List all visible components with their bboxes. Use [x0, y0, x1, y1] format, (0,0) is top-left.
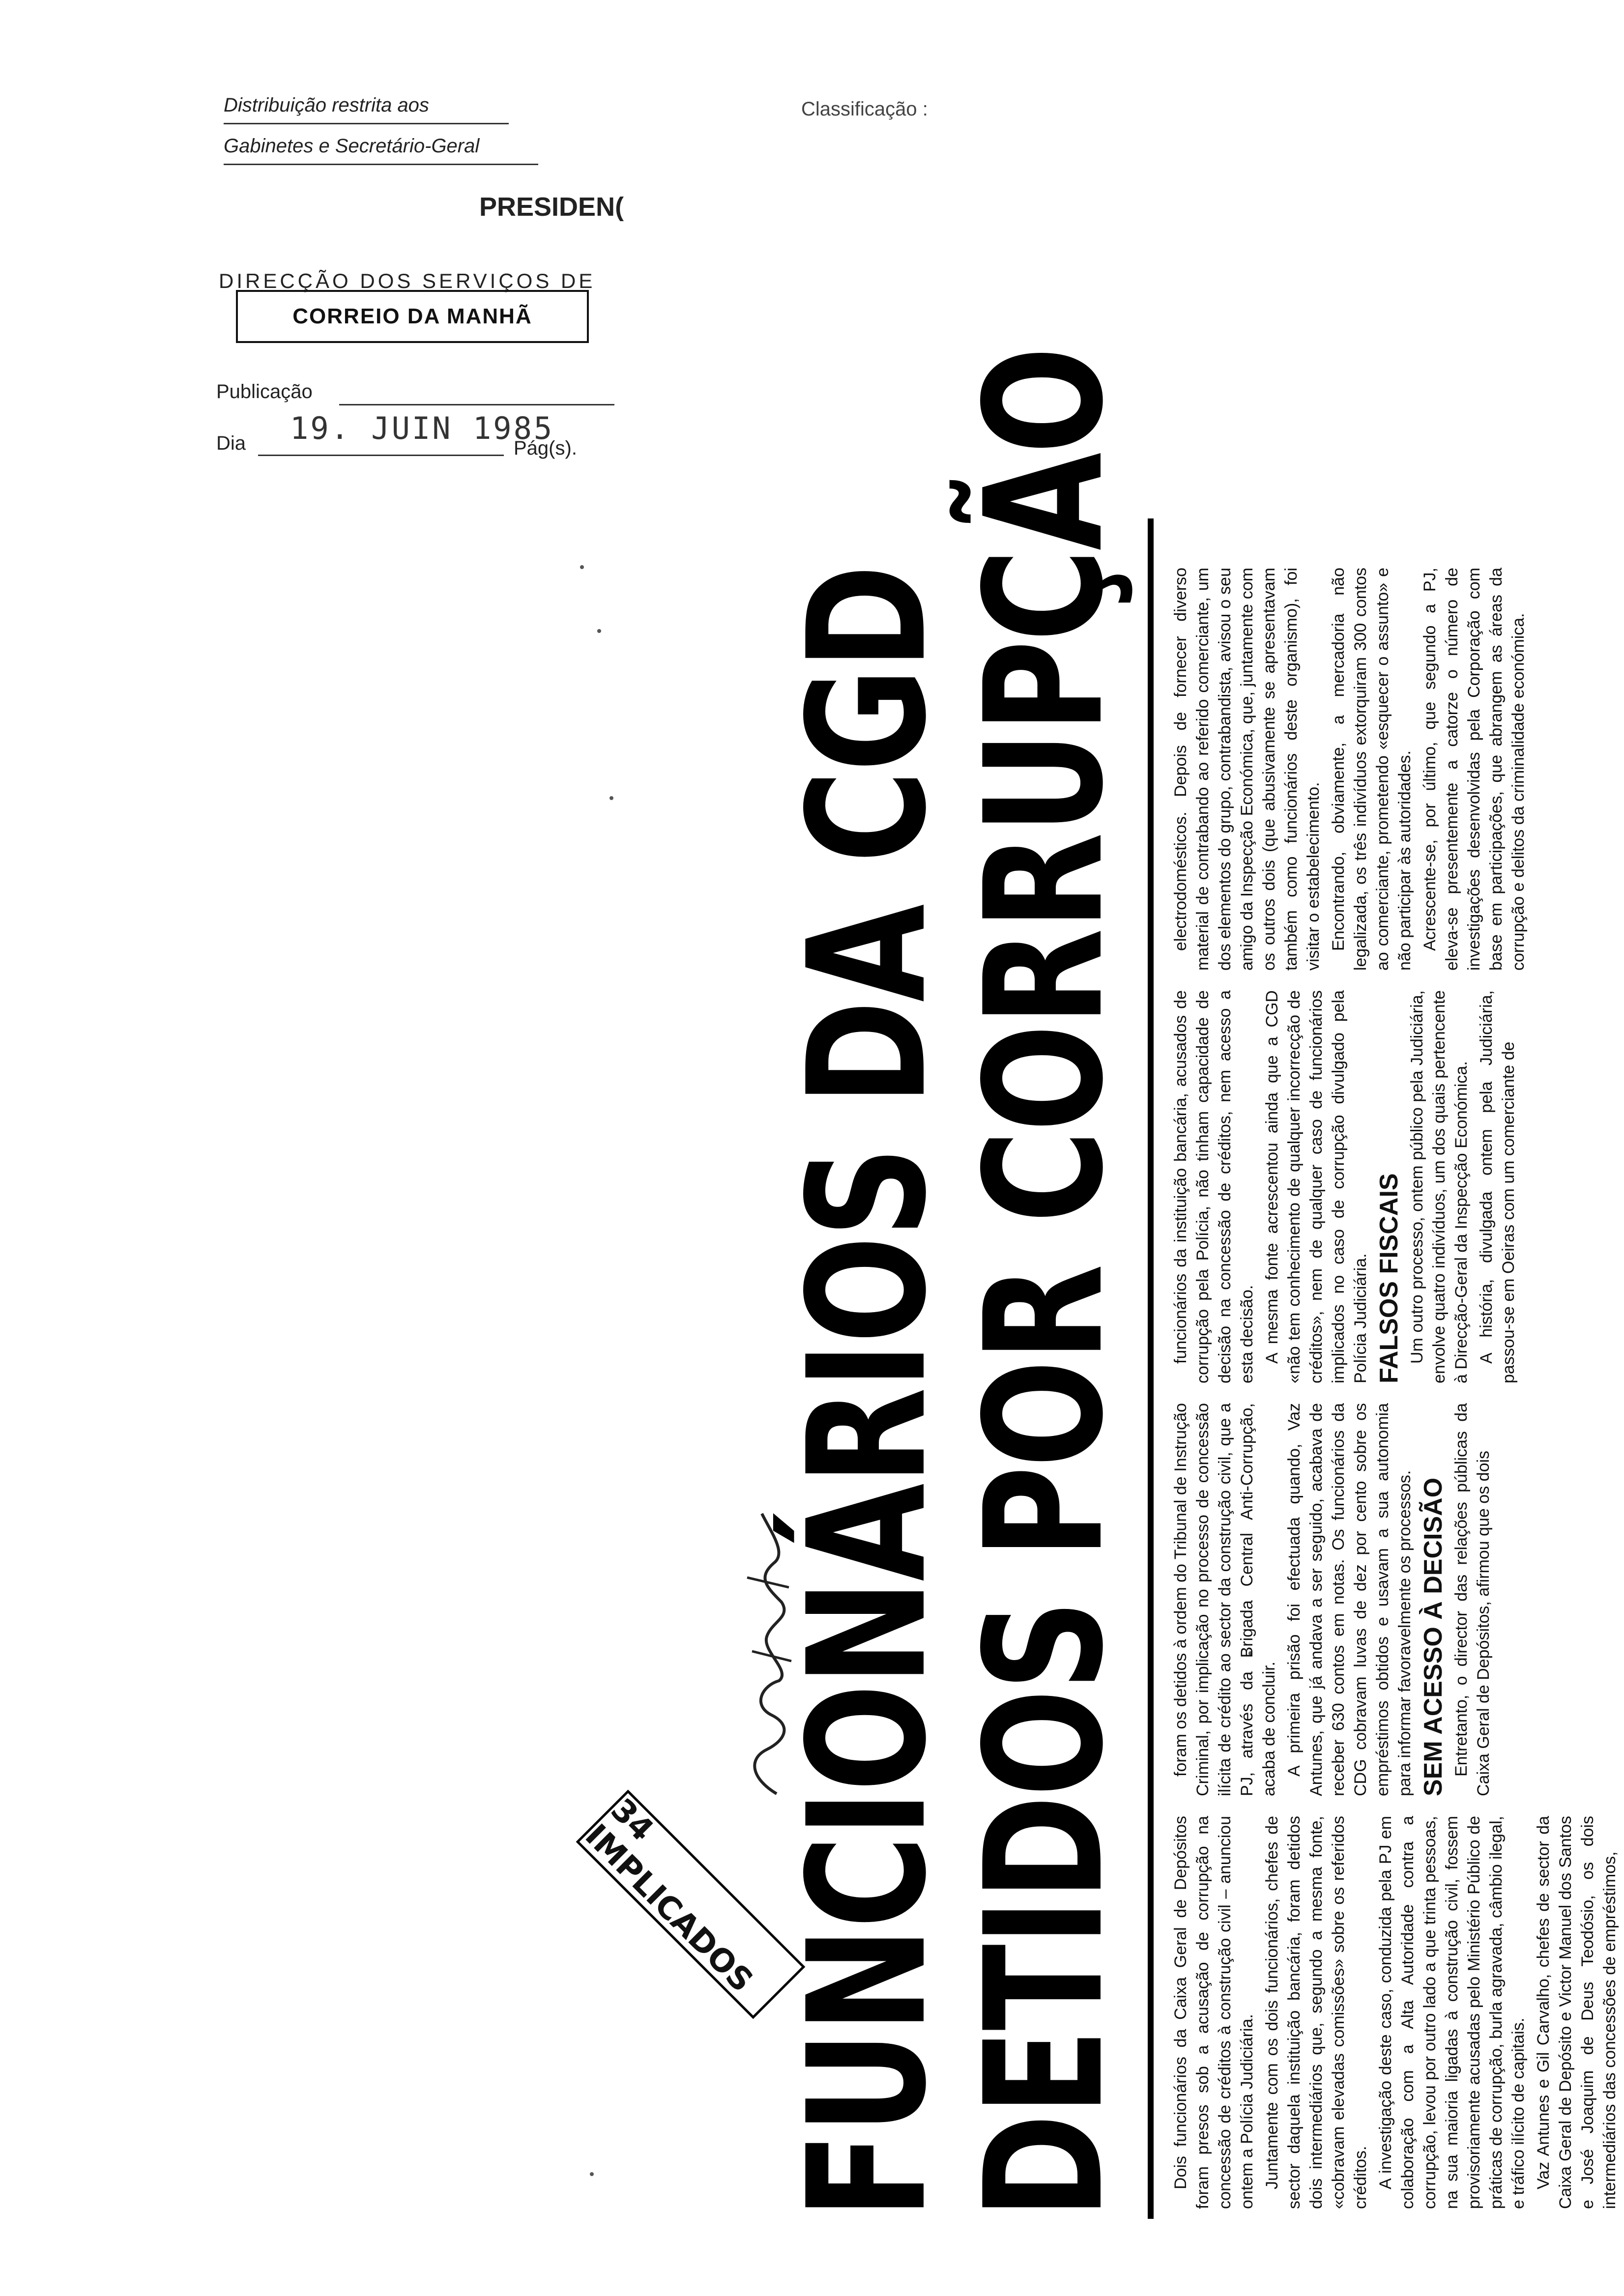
- classification-label: Classificação :: [801, 98, 928, 120]
- headline-line-2: DETIDOS POR CORRUPÇÃO: [950, 348, 1139, 2219]
- article-column-4: [1170, 568, 1533, 971]
- article-column-2: [1170, 1403, 1498, 1796]
- speck: [597, 629, 601, 633]
- paragraph: funcionários da instituição bancária, acusados de corrupção pela Polícia, não tinham capacidade de decisão na concessão de créditos, nem acesso a esta decisão.: [1171, 990, 1256, 1383]
- paragraph: Juntamente com os dois funcionários, chefes de sector daquela instituição bancária, foram detidos dois intermediários que, segundo a mesma fonte, «cobravam elevadas comissões» sobre os referidos créditos.: [1263, 1816, 1370, 2209]
- paragraph: A mesma fonte acrescentou ainda que a CGD «não tem conhecimento de qualquer incorrecção de créditos», nem de qualquer caso de funcionários implicados no caso de corrupção divulgado pela Polícia Judiciária.: [1263, 990, 1370, 1383]
- directorate-label: DIRECÇÃO DOS SERVIÇOS DE: [219, 269, 596, 292]
- headline-rule: [1148, 518, 1154, 2219]
- paragraph: Acrescente-se, por último, que segundo a PJ, eleva-se presentemente a catorze o número de investigações desenvolvidas pela Corporação com base em participações, que abrangem as áreas da corrupção e delitos da criminalidade económica.: [1421, 568, 1528, 971]
- day-label: Dia: [216, 432, 246, 454]
- distribution-underline-2: [224, 164, 538, 165]
- newspaper-source-name: CORREIO DA MANHÃ: [292, 304, 532, 328]
- implicated-banner-text: 34 IMPLICADOS: [578, 1791, 760, 2000]
- presidency-label: PRESIDEN(: [479, 192, 624, 222]
- speck: [609, 796, 613, 800]
- paragraph: A investigação deste caso, conduzida pela PJ em colaboração com a Alta Autoridade contra a corrupção, levou por outro lado a que trinta pessoas, na sua maioria ligadas à construção civil, fossem provisoriamente acusadas pelo Ministério Público de práticas de corrupção, burla agravada, câmbio ilegal, e tráfico ilícito de capitais.: [1376, 1816, 1528, 2209]
- implicated-banner: [576, 1790, 806, 2019]
- paragraph: Vaz Antunes e Gil Carvalho, chefes de sector da Caixa Geral de Depósito e Victor Manuel dos Santos e José Joaquim de Deus Teodósio, os dois intermediários das concessões de empréstimos,: [1534, 1816, 1619, 2209]
- distribution-underline-1: [224, 123, 509, 124]
- headline-line-1: FUNCIONÁRIOS DA CGD: [773, 566, 962, 2219]
- speck: [580, 565, 584, 569]
- publication-label: Publicação: [216, 381, 313, 402]
- paragraph: A primeira prisão foi efectuada quando, Vaz Antunes, que já andava a ser seguido, acabava de receber 630 contos em notas. Os funcionários da CDG cobravam luvas de dez por cento sobre os empréstimos obtidos e usavam a sua autonomia para informar favoravelmente os processos.: [1285, 1403, 1414, 1796]
- newspaper-source-stamp: [236, 290, 589, 343]
- paragraph: foram os detidos à ordem do Tribunal de Instrução Criminal, por implicação no processo de concessão ilícita de crédito ao sector da construção civil, que a PJ, através da Brigada Central Anti-Corrupção, acaba de concluir.: [1171, 1403, 1278, 1796]
- paragraph: A história, divulgada ontem pela Judiciária, passou-se em Oeiras com um comerciante de: [1477, 990, 1518, 1383]
- date-underline: [258, 455, 504, 456]
- clipping-date: 19. JUIN 1985: [290, 410, 554, 446]
- subheading-falsos-fiscais: FALSOS FISCAIS: [1375, 1173, 1403, 1383]
- article-column-3: [1170, 990, 1523, 1383]
- paragraph: Um outro processo, ontem público pela Judiciária, envolve quatro indivíduos, um dos quais pertencente à Direcção-Geral da Inspecção Económica.: [1408, 990, 1471, 1383]
- publication-underline: [339, 404, 614, 405]
- newspaper-article: [773, 348, 1619, 2219]
- paragraph: Encontrando, obviamente, a mercadoria não legalizada, os três indivíduos extorquiram 300 contos ao comerciante, prometendo «esquecer o assunto» e não participar às autoridades.: [1329, 568, 1414, 971]
- paragraph: Entretanto, o director das relações públicas da Caixa Geral de Depósitos, afirmou que os dois: [1452, 1403, 1493, 1796]
- distribution-line-1: Distribuição restrita aos: [224, 94, 429, 116]
- distribution-line-2: Gabinetes e Secretário-Geral: [224, 135, 480, 157]
- paragraph: electrodomésticos. Depois de fornecer diverso material de contrabando ao referido comerciante, um dos elementos do grupo, contrabandista, avisou o seu amigo da Inspecção Económica, que, juntamente com os outros dois (que abusivamente se apresentavam também como funcionários deste organismo), foi visitar o estabelecimento.: [1171, 568, 1323, 971]
- page-label: Pág(s).: [514, 437, 577, 459]
- speck: [590, 2172, 594, 2176]
- paragraph: Dois funcionários da Caixa Geral de Depósitos foram presos sob a acusação de corrupção na concessão de créditos à construção civil – anunciou ontem a Polícia Judiciária.: [1171, 1816, 1256, 2209]
- handwritten-annotation: [732, 1504, 801, 1799]
- article-column-1: [1170, 1816, 1624, 2209]
- subheading-sem-acesso: SEM ACESSO À DECISÃO: [1419, 1477, 1448, 1796]
